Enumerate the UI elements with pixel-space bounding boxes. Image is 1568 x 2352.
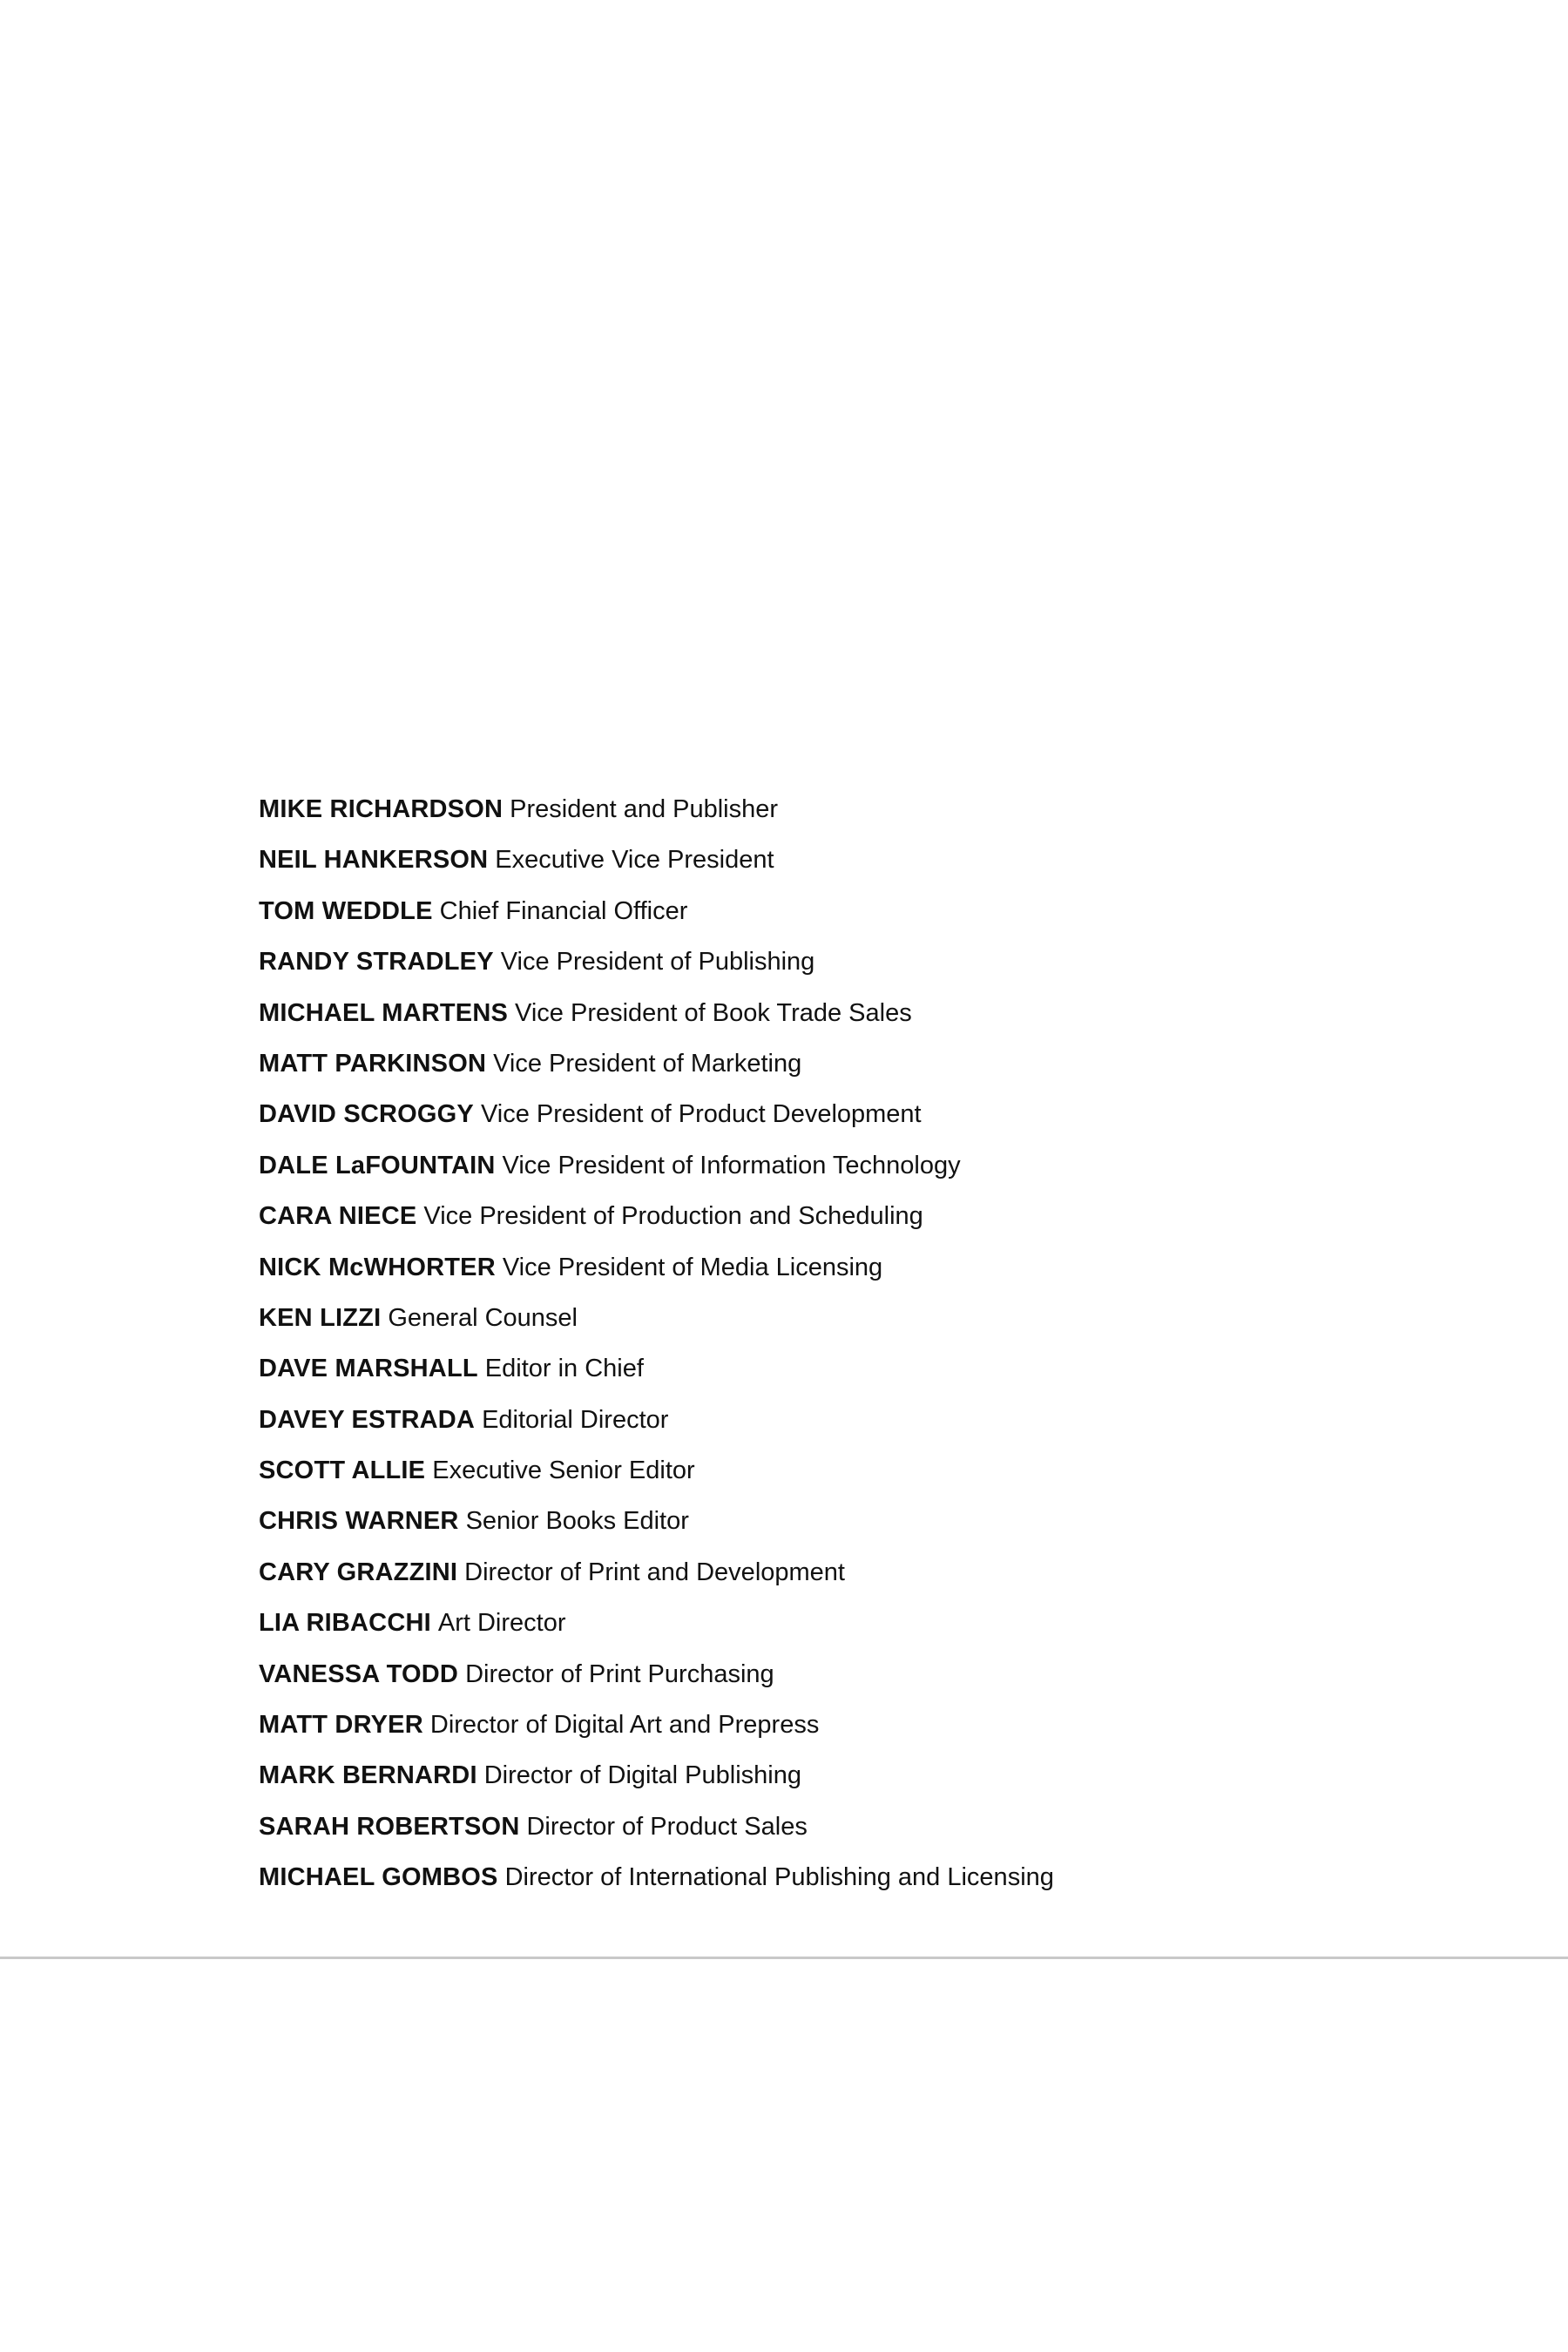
staff-title: Vice President of Information Technology bbox=[502, 1151, 961, 1179]
staff-row bbox=[259, 788, 1478, 839]
staff-row bbox=[259, 1653, 1478, 1704]
staff-name: NEIL HANKERSON bbox=[259, 846, 489, 875]
staff-row bbox=[259, 839, 1478, 889]
staff-title: Director of Print Purchasing bbox=[465, 1659, 774, 1688]
staff-row bbox=[259, 1043, 1478, 1093]
staff-row bbox=[259, 1551, 1478, 1602]
staff-row bbox=[259, 890, 1478, 941]
staff-row bbox=[259, 1348, 1478, 1398]
staff-title: Vice President of Product Development bbox=[480, 1100, 922, 1129]
staff-row bbox=[259, 1602, 1478, 1652]
staff-title: Vice President of Marketing bbox=[493, 1049, 802, 1078]
staff-name: LIA RIBACCHI bbox=[259, 1609, 431, 1638]
staff-title: Director of Digital Art and Prepress bbox=[429, 1711, 820, 1740]
staff-title: Art Director bbox=[437, 1609, 566, 1638]
staff-name: SARAH ROBERTSON bbox=[259, 1812, 520, 1841]
staff-title: Director of Print and Development bbox=[464, 1558, 845, 1586]
staff-name: DALE LaFOUNTAIN bbox=[259, 1151, 496, 1179]
staff-title: Vice President of Publishing bbox=[500, 948, 815, 977]
staff-name: RANDY STRADLEY bbox=[259, 948, 494, 977]
staff-row bbox=[259, 1856, 1478, 1907]
staff-title: Vice President of Book Trade Sales bbox=[515, 998, 912, 1027]
staff-row bbox=[259, 1145, 1478, 1195]
staff-row bbox=[259, 992, 1478, 1043]
staff-name: MATT DRYER bbox=[259, 1711, 423, 1740]
staff-title: Director of International Publishing and Licensing bbox=[504, 1863, 1054, 1892]
staff-title: Executive Vice President bbox=[495, 846, 774, 875]
staff-name: NICK McWHORTER bbox=[259, 1253, 496, 1281]
staff-name: DAVID SCROGGY bbox=[259, 1100, 474, 1129]
staff-title: General Counsel bbox=[388, 1303, 578, 1332]
staff-title: President and Publisher bbox=[510, 795, 779, 823]
staff-row bbox=[259, 1754, 1478, 1805]
staff-title: Director of Digital Publishing bbox=[483, 1761, 801, 1790]
staff-name: MATT PARKINSON bbox=[259, 1049, 487, 1078]
staff-title: Executive Senior Editor bbox=[432, 1456, 695, 1485]
staff-title: Director of Product Sales bbox=[526, 1812, 808, 1841]
staff-title: Senior Books Editor bbox=[465, 1507, 689, 1536]
staff-row bbox=[259, 1704, 1478, 1754]
staff-row bbox=[259, 1450, 1478, 1500]
staff-name: MARK BERNARDI bbox=[259, 1761, 477, 1790]
staff-row bbox=[259, 1247, 1478, 1297]
staff-name: KEN LIZZI bbox=[259, 1303, 382, 1332]
staff-title: Chief Financial Officer bbox=[439, 896, 688, 925]
staff-title: Editorial Director bbox=[482, 1405, 669, 1434]
staff-name: SCOTT ALLIE bbox=[259, 1456, 426, 1485]
staff-row bbox=[259, 1806, 1478, 1856]
staff-row bbox=[259, 941, 1478, 991]
staff-name: DAVE MARSHALL bbox=[259, 1355, 478, 1383]
staff-name: DAVEY ESTRADA bbox=[259, 1405, 476, 1434]
divider-line bbox=[0, 1957, 1568, 1959]
staff-name: CARY GRAZZINI bbox=[259, 1558, 458, 1586]
staff-row bbox=[259, 1500, 1478, 1551]
staff-name: MICHAEL MARTENS bbox=[259, 998, 509, 1027]
staff-name: TOM WEDDLE bbox=[259, 896, 433, 925]
staff-row bbox=[259, 1399, 1478, 1450]
staff-name: MIKE RICHARDSON bbox=[259, 795, 504, 823]
staff-name: CARA NIECE bbox=[259, 1202, 417, 1231]
staff-row bbox=[259, 1195, 1478, 1246]
staff-title: Vice President of Production and Scheduling bbox=[423, 1202, 923, 1231]
staff-name: CHRIS WARNER bbox=[259, 1507, 459, 1536]
staff-row bbox=[259, 1297, 1478, 1348]
staff-credits-list bbox=[259, 788, 1478, 1908]
staff-name: MICHAEL GOMBOS bbox=[259, 1863, 498, 1892]
staff-title: Editor in Chief bbox=[484, 1355, 644, 1383]
staff-row bbox=[259, 1093, 1478, 1144]
staff-title: Vice President of Media Licensing bbox=[502, 1253, 883, 1281]
staff-name: VANESSA TODD bbox=[259, 1659, 459, 1688]
